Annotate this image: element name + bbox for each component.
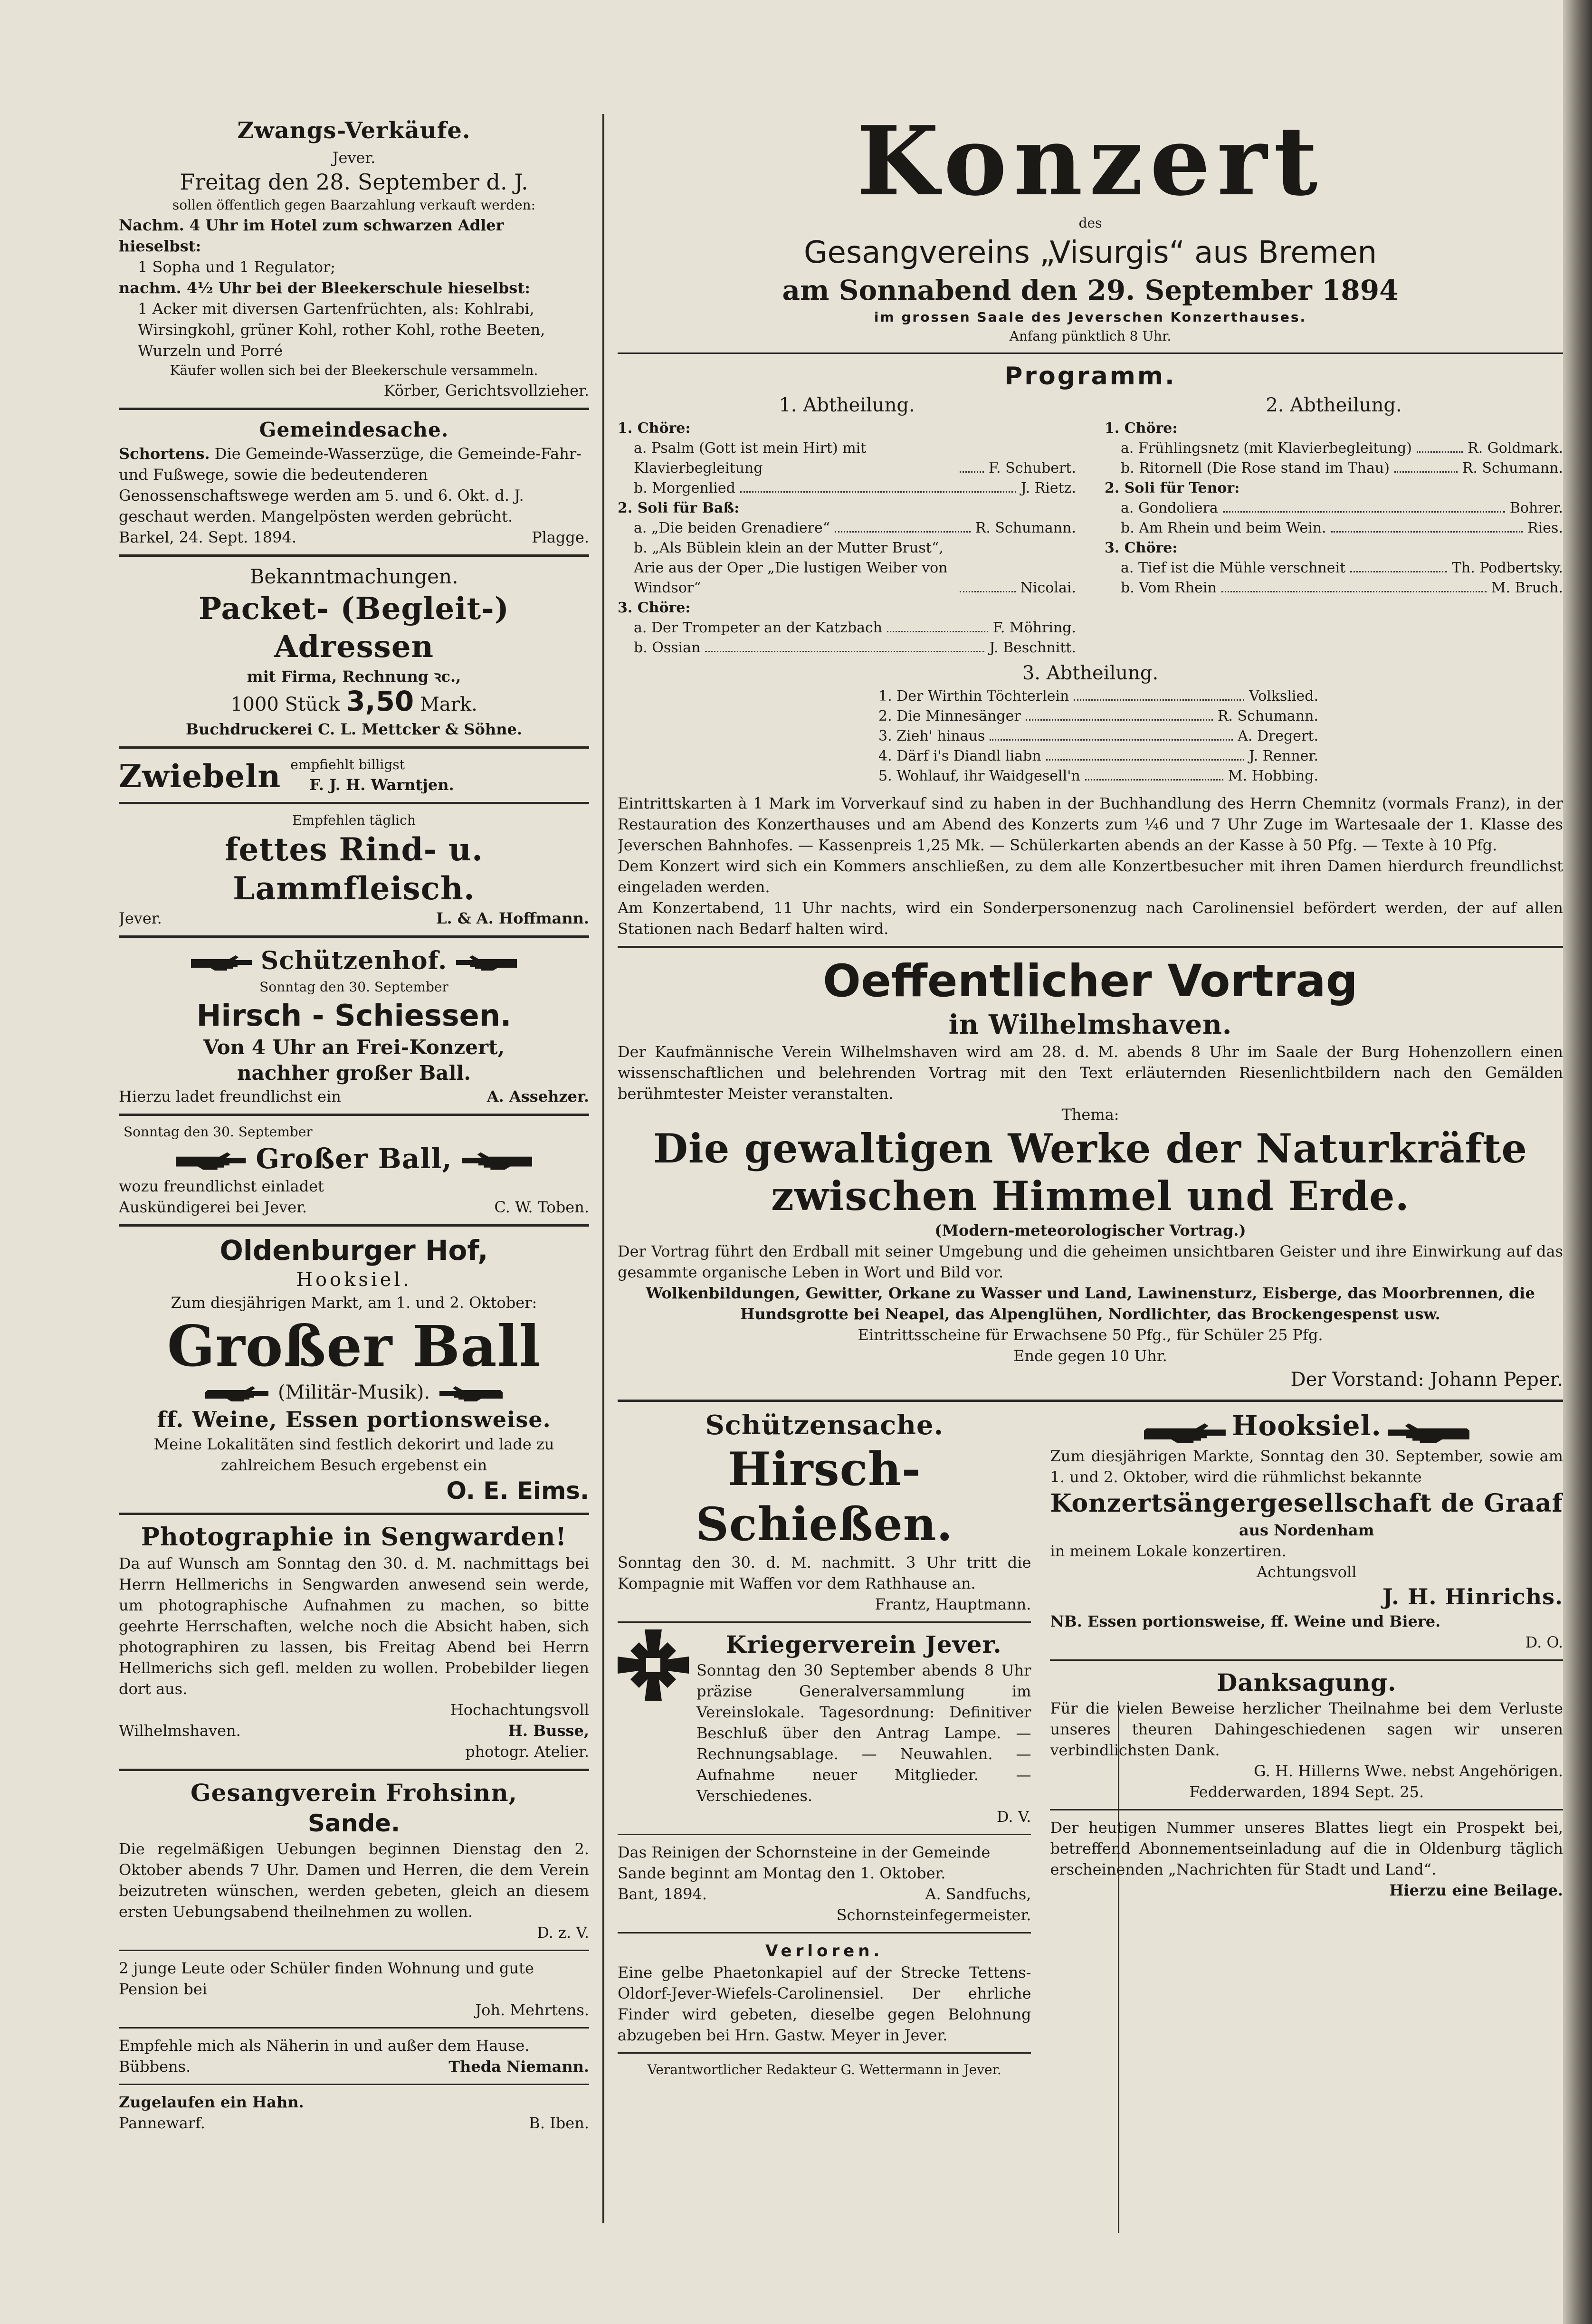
vortrag-sub: (Modern-meteorologischer Vortrag.)	[934, 1221, 1246, 1239]
leader-dots	[1394, 458, 1458, 473]
dank-text: Für die vielen Beweise herzlicher Theilnahme bei dem Verluste unseres theuren Dahingeschiedenen sagen wir unseren verbindlichsten Dank.	[1050, 1699, 1563, 1759]
leader-dots	[887, 618, 988, 632]
leader-dots	[990, 726, 1233, 741]
page-edge-shadow	[1563, 0, 1592, 2324]
programm-item-title: b. Vom Rhein	[1121, 580, 1217, 596]
programm-item	[618, 538, 1076, 598]
programm-item	[862, 706, 1318, 726]
pointing-hand-right-icon	[191, 953, 253, 972]
programm-item	[1105, 438, 1563, 458]
programm-item-composer: J. Rietz.	[1020, 480, 1076, 496]
hooksiel-title: Hooksiel.	[1231, 1410, 1382, 1442]
programm-item-composer: J. Beschnitt.	[989, 639, 1076, 656]
footer-editor: Verantwortlicher Redakteur G. Wettermann in Jever.	[647, 2062, 1001, 2077]
divider	[1050, 1659, 1563, 1661]
zwiebeln-line1: empfiehlt billigst	[290, 757, 405, 772]
krieger-sign: D. V.	[996, 1808, 1031, 1826]
programm-item	[618, 598, 1076, 618]
programm-item	[862, 766, 1318, 786]
programm-item-title: 2. Soli für Baß:	[618, 500, 740, 516]
hooksiel-nb: NB. Essen portionsweise, ff. Weine und Biere.	[1050, 1612, 1441, 1630]
vortrag-text: Der Vortrag führt den Erdball mit seiner Umgebung und die geheimen unsichtbaren Geister und ihre Einwirkung auf das gesammte organische Leben in Wort und Bild vor.	[618, 1242, 1563, 1281]
frohsinn-place: Sande.	[307, 1810, 400, 1837]
pointing-hand-right-icon	[1144, 1421, 1230, 1446]
grosserball-date: Sonntag den 30. September	[124, 1124, 313, 1140]
programm-item-composer: R. Schumann.	[1217, 708, 1318, 724]
divider	[119, 802, 589, 804]
divider	[618, 1932, 1031, 1933]
zwangs-b-head: nachm. 4½ Uhr bei der Bleekerschule hieselbst:	[119, 279, 530, 297]
leader-dots	[960, 438, 984, 473]
schuetzensache-text: Sonntag den 30. d. M. nachmitt. 3 Uhr tritt die Kompagnie mit Waffen vor dem Rathhause an.	[618, 1553, 1031, 1592]
programm-item-title: a. Tief ist die Mühle verschneit	[1121, 560, 1346, 576]
bottom-right-area	[618, 1409, 1563, 2079]
vortrag-sign: Der Vorstand: Johann Peper.	[1290, 1369, 1563, 1391]
zwangs-meet: Käufer wollen sich bei der Bleekerschule versammeln.	[170, 362, 538, 378]
programm-item-composer: Volkslied.	[1249, 688, 1318, 705]
schuetzenhof-invite: Hierzu ladet freundlichst ein	[119, 1087, 341, 1105]
programm-item-composer: A. Dregert.	[1238, 728, 1318, 744]
vortrag-place: in Wilhelmshaven.	[948, 1009, 1232, 1040]
konzert-start: Anfang pünktlich 8 Uhr.	[1009, 328, 1172, 344]
oldenburger-title: Oldenburger Hof,	[219, 1234, 488, 1267]
programm-item-title: 5. Wohlauf, ihr Waidgesell'n	[878, 768, 1080, 784]
divider	[119, 935, 589, 938]
konzert-venue: im grossen Saale des Jeverschen Konzerthauses.	[874, 309, 1307, 325]
hooksiel-regards: Achtungsvoll	[1257, 1562, 1357, 1581]
dank-title: Danksagung.	[1217, 1668, 1397, 1696]
konzert-kommers: Dem Konzert wird sich ein Kommers anschließen, zu dem alle Konzertbesucher mit ihren Damen hierdurch freundlichst eingeladen werden.	[618, 857, 1563, 896]
programm-item-title: b. Morgenlied	[634, 480, 735, 496]
programm-item	[1105, 578, 1563, 598]
gemeinde-section	[119, 417, 589, 548]
programm-item-title: 3. Chöre:	[1105, 540, 1178, 556]
oldenburger-text: Meine Lokalitäten sind festlich dekorirt und lade zu zahlreichem Besuch ergebenst ein	[153, 1435, 554, 1474]
divider	[119, 2084, 589, 2085]
packet-firma: mit Firma, Rechnung ꝛc.,	[247, 667, 461, 686]
divider	[618, 946, 1563, 948]
programm-item-title: 3. Chöre:	[618, 600, 691, 616]
programm-part3-list	[862, 686, 1318, 786]
dank-section	[1050, 1667, 1563, 1802]
iron-cross-icon	[618, 1629, 689, 1701]
hooksiel-text2: in meinem Lokale konzertiren.	[1050, 1542, 1287, 1560]
grosserball-from: Auskündigerei bei Jever.	[119, 1198, 307, 1216]
divider	[618, 2052, 1031, 2054]
zwangs-intro: sollen öffentlich gegen Baarzahlung verkauft werden:	[172, 197, 536, 213]
programm-columns	[618, 392, 1563, 658]
hahn-sign: B. Iben.	[529, 2114, 589, 2132]
programm-item-title: a. „Die beiden Grenadiere“	[634, 520, 830, 536]
konzert-verein: Gesangvereins „Visurgis“ aus Bremen	[803, 235, 1377, 270]
divider	[119, 1114, 589, 1116]
schuetzenhof-section	[119, 944, 589, 1107]
programm-item	[1105, 558, 1563, 578]
oldenburger-music: (Militär-Musik).	[277, 1381, 430, 1403]
programm-item-title: a. Psalm (Gott ist mein Hirt) mit Klavierbegleitung	[634, 440, 867, 476]
programm-item	[618, 478, 1076, 498]
right-column	[618, 109, 1563, 2238]
schuetzenhof-concert: Von 4 Uhr an Frei-Konzert,	[203, 1036, 505, 1059]
leader-dots	[1046, 746, 1244, 761]
divider	[119, 1513, 589, 1515]
photo-place: Wilhelmshaven.	[119, 1722, 241, 1740]
schuetzensache-title: Schützensache.	[705, 1410, 944, 1441]
programm-item-composer: Ries.	[1527, 520, 1563, 536]
verloren-text: Eine gelbe Phaetonkapiel auf der Strecke Tettens-Oldorf-Jever-Wiefels-Carolinensiel. Der ehrliche Finder wird gebeten, dieselbe gegen Belohnung abzugeben bei Hrn. Gastw. Meyer in Jever.	[618, 1963, 1031, 2044]
fleisch-sign: L. & A. Hoffmann.	[436, 909, 589, 927]
krieger-section	[618, 1629, 1031, 1827]
zwiebeln-section	[119, 755, 589, 795]
schuetzenhof-sign: A. Assehzer.	[486, 1087, 589, 1105]
leader-dots	[705, 638, 984, 652]
vortrag-topic1: Die gewaltigen Werke der Naturkräfte	[653, 1125, 1527, 1172]
price-value: 3,50	[346, 685, 414, 717]
vortrag-end: Ende gegen 10 Uhr.	[1013, 1347, 1167, 1365]
naeherin-sign: Theda Niemann.	[448, 2057, 589, 2076]
bekannt-title: Bekanntmachungen.	[249, 565, 458, 588]
zwangs-a-head: Nachm. 4 Uhr im Hotel zum schwarzen Adler hieselbst:	[119, 216, 504, 255]
vortrag-section	[618, 955, 1563, 1393]
programm-item-title: 1. Chöre:	[618, 420, 691, 437]
programm-item	[1105, 518, 1563, 538]
printer-name: Buchdruckerei C. L. Mettcker & Söhne.	[186, 720, 522, 738]
fleisch-section	[119, 811, 589, 929]
divider	[1050, 1809, 1563, 1810]
frohsinn-title: Gesangverein Frohsinn,	[190, 1779, 518, 1807]
programm-item-title: b. „Als Büblein klein an der Mutter Brust“, Arie aus der Oper „Die lustigen Weiber von Windsor“	[634, 540, 948, 596]
wohnung-section	[119, 1958, 589, 2020]
programm-item-title: b. Ritornell (Die Rose stand im Thau)	[1121, 460, 1390, 476]
schorn-section	[618, 1842, 1031, 1925]
programm-item-title: 1. Chöre:	[1105, 420, 1178, 437]
divider	[119, 1769, 589, 1771]
programm-item-title: 2. Soli für Tenor:	[1105, 480, 1240, 496]
leader-dots	[1026, 706, 1213, 721]
zwangs-section	[119, 114, 589, 401]
leader-dots	[1074, 686, 1244, 701]
fleisch-intro: Empfehlen täglich	[292, 812, 416, 828]
hooksiel-nb-sign: D. O.	[1525, 1633, 1563, 1651]
programm-item-composer: Th. Podbertsky.	[1451, 560, 1563, 576]
programm-item-composer: F. Möhring.	[992, 619, 1076, 636]
konzert-tickets: Eintrittskarten à 1 Mark im Vorverkauf sind zu haben in der Buchhandlung des Herrn Chemnitz (vormals Franz), in der Restauration des Konzerthauses und am Abend des Konzerts zum ¼6 und 7 Uhr Zuge im Wartesaale der 1. Klasse des Jeverschen Bahnhofes. — Kassenpreis 1,25 Mk. — Schülerkarten abends an der Kasse à 50 Pfg. — Texte à 10 Pfg.	[618, 794, 1563, 854]
divider	[618, 1400, 1563, 1402]
programm-item-composer: R. Goldmark.	[1468, 440, 1563, 457]
left-column	[119, 109, 589, 2238]
konzert-title: Konzert	[856, 109, 1325, 217]
divider	[618, 1834, 1031, 1835]
konzert-date: am Sonnabend den 29. September 1894	[782, 274, 1399, 306]
programm-part2-list	[1105, 419, 1563, 598]
leader-dots	[960, 538, 1016, 592]
leader-dots	[740, 478, 1016, 493]
pointing-hand-left-icon	[455, 953, 517, 972]
programm-item	[862, 746, 1318, 766]
schuetzensache-section	[618, 1409, 1031, 1615]
hooksiel-from: aus Nordenham	[1239, 1521, 1374, 1539]
hahn-place: Pannewarf.	[119, 2114, 205, 2132]
leader-dots	[1221, 578, 1487, 592]
hahn-section	[119, 2092, 589, 2134]
bottom-right-left	[618, 1409, 1031, 2079]
fleisch-title: fettes Rind- u. Lammfleisch.	[225, 831, 483, 907]
programm-item-composer: M. Hobbing.	[1228, 768, 1318, 784]
programm-item	[1105, 538, 1563, 558]
grosserball-section	[119, 1123, 589, 1218]
schuetzensache-sign: Frantz, Hauptmann.	[875, 1595, 1031, 1613]
beilage-note: Hierzu eine Beilage.	[1389, 1881, 1563, 1899]
pointing-hand-left-icon	[436, 1384, 503, 1403]
wohnung-sign: Joh. Mehrtens.	[475, 2001, 589, 2019]
zwiebeln-title: Zwiebeln	[119, 758, 281, 795]
programm-item-composer: R. Schumann.	[1462, 460, 1563, 476]
photo-sign: H. Busse,	[508, 1722, 589, 1740]
programm-heading: Programm.	[1004, 362, 1176, 391]
hahn-text: Zugelaufen ein Hahn.	[119, 2093, 304, 2111]
konzert-des: des	[1078, 215, 1102, 231]
divider	[119, 2027, 589, 2029]
frohsinn-sign: D. z. V.	[537, 1924, 589, 1942]
divider	[119, 746, 589, 749]
programm-item-title: a. Frühlingsnetz (mit Klavierbegleitung)	[1121, 440, 1412, 457]
vortrag-prices: Eintrittsscheine für Erwachsene 50 Pfg., für Schüler 25 Pfg.	[858, 1326, 1323, 1344]
programm-item	[618, 638, 1076, 658]
grosserball-invite: wozu freundlichst einladet	[119, 1177, 324, 1195]
price-pre: 1000 Stück	[230, 694, 340, 715]
programm-part1	[618, 392, 1076, 658]
grosserball-sign: C. W. Toben.	[494, 1198, 589, 1216]
pointing-hand-right-icon	[176, 1150, 247, 1172]
programm-item-composer: M. Bruch.	[1491, 580, 1563, 596]
programm-item	[1105, 478, 1563, 498]
vortrag-list: Wolkenbildungen, Gewitter, Orkane zu Wasser und Land, Lawinensturz, Eisberge, das Moorbrennen, die Hundsgrotte bei Neapel, das Alpenglühen, Nordlichter, das Brockengespenst usw.	[646, 1284, 1535, 1323]
hooksiel-troupe: Konzertsängergesellschaft de Graaf	[1050, 1488, 1563, 1518]
naeherin-section	[119, 2035, 589, 2077]
schuetzenhof-title: Schützenhof.	[260, 946, 448, 975]
divider	[618, 352, 1563, 354]
programm-item-composer: F. Schubert.	[988, 460, 1076, 476]
programm-item	[618, 438, 1076, 478]
leader-dots	[1085, 766, 1223, 781]
abt1-heading: 1. Abtheilung.	[779, 394, 915, 416]
pointing-hand-left-icon	[1384, 1421, 1469, 1446]
schorn-place: Bant, 1894.	[618, 1885, 707, 1903]
frohsinn-section	[119, 1778, 589, 1943]
price-post: Mark.	[420, 694, 477, 715]
divider	[618, 1621, 1031, 1623]
konzert-zug: Am Konzertabend, 11 Uhr nachts, wird ein Sonderpersonenzug nach Carolinensiel befördert werden, der auf allen Stationen nach Bedarf halten wird.	[618, 899, 1563, 938]
leader-dots	[835, 518, 971, 533]
oldenburger-place: Hooksiel.	[296, 1269, 412, 1291]
leader-dots	[1350, 558, 1447, 572]
photo-section	[119, 1522, 589, 1762]
packet-heading: Packet- (Begleit-) Adressen	[199, 591, 509, 665]
oldenburger-sign: O. E. Eims.	[446, 1477, 589, 1505]
programm-item	[862, 686, 1318, 706]
divider	[119, 1224, 589, 1227]
divider	[119, 1950, 589, 1951]
programm-item-title: b. Ossian	[634, 639, 701, 656]
photo-text: Da auf Wunsch am Sonntag den 30. d. M. nachmittags bei Herrn Hellmerichs in Sengwarden anwesend sein werde, um photographische Aufnahmen zu machen, so bitte geehrte Herrschaften, welche noch die Absicht haben, sich photographiren zu lassen, bis Freitag Abend bei Herrn Hellmerichs sich gefl. melden zu wollen. Probebilder liegen dort aus.	[119, 1554, 589, 1698]
programm-item-title: 4. Därf i's Diandl liabn	[878, 748, 1041, 764]
gemeinde-sign: Plagge.	[532, 528, 589, 546]
hooksiel-section	[1050, 1409, 1563, 1653]
hooksiel-sign: J. H. Hinrichs.	[1382, 1583, 1563, 1610]
programm-item	[618, 419, 1076, 438]
zwangs-b-items: 1 Acker mit diversen Gartenfrüchten, als: Kohlrabi, Wirsingkohl, grüner Kohl, rother Kohl, rothe Beeten, Wurzeln und Porré	[138, 300, 545, 360]
hooksiel-text1: Zum diesjährigen Markte, Sonntag den 30. September, sowie am 1. und 2. Oktober, wird die rühmlichst bekannte	[1050, 1447, 1563, 1486]
oldenburger-section	[119, 1233, 589, 1506]
programm-item-composer: R. Schumann.	[975, 520, 1076, 536]
programm-item-title: 1. Der Wirthin Töchterlein	[878, 688, 1069, 705]
programm-item-composer: Bohrer.	[1509, 500, 1563, 516]
oldenburger-event: Großer Ball	[167, 1313, 541, 1379]
zwangs-sign: Körber, Gerichtsvollzieher.	[383, 381, 589, 400]
programm-item-title: a. Gondoliera	[1121, 500, 1218, 516]
vortrag-title: Oeffentlicher Vortrag	[823, 955, 1358, 1007]
schuetzensache-event: Hirsch-Schießen.	[696, 1442, 953, 1551]
programm-item-title: a. Der Trompeter an der Katzbach	[634, 619, 883, 636]
programm-item	[1105, 419, 1563, 438]
zwiebeln-line2: F. J. H. Warntjen.	[309, 776, 454, 794]
programm-item-title: 2. Die Minnesänger	[878, 708, 1021, 724]
programm-item-title: b. Am Rhein und beim Wein.	[1121, 520, 1326, 536]
schuetzenhof-event: Hirsch - Schiessen.	[196, 998, 512, 1033]
schorn-sign2: Schornsteinfegermeister.	[836, 1906, 1031, 1924]
programm-item	[618, 498, 1076, 518]
divider	[119, 554, 589, 557]
programm-item-title: 3. Zieh' hinaus	[878, 728, 985, 744]
gemeinde-text-lead: Schortens.	[119, 445, 210, 463]
fleisch-place: Jever.	[119, 909, 162, 927]
krieger-title: Kriegerverein Jever.	[725, 1630, 1002, 1658]
naeherin-place: Bübbens.	[119, 2057, 191, 2076]
oldenburger-occasion: Zum diesjährigen Markt, am 1. und 2. Oktober:	[171, 1294, 537, 1312]
bekanntmachungen-section	[119, 563, 589, 740]
zwangs-a-items: 1 Sopha und 1 Regulator;	[138, 258, 336, 276]
konzert-section	[618, 109, 1563, 939]
beilage-section	[1050, 1817, 1563, 1901]
programm-item	[1105, 458, 1563, 478]
zwangs-title: Zwangs-Verkäufe.	[237, 117, 471, 144]
pointing-hand-left-icon	[461, 1150, 532, 1172]
naeherin-text: Empfehle mich als Näherin in und außer dem Hause.	[119, 2037, 530, 2055]
gemeinde-place-date: Barkel, 24. Sept. 1894.	[119, 528, 297, 546]
leader-dots	[1223, 498, 1505, 513]
verloren-section	[618, 1940, 1031, 2046]
vortrag-thema: Thema:	[1061, 1105, 1119, 1124]
programm-item	[862, 726, 1318, 746]
grosserball-title: Großer Ball,	[256, 1143, 452, 1175]
photo-sign2: photogr. Atelier.	[465, 1743, 589, 1761]
vortrag-intro: Der Kaufmännische Verein Wilhelmshaven wird am 28. d. M. abends 8 Uhr im Saale der Burg Hohenzollern einen wissenschaftlichen und belehrenden Vortrag mit den Text erläuternden Riesenlichtbildern nach den Gemälden berühmtester Meister veranstalten.	[618, 1043, 1563, 1103]
dank-place: Fedderwarden, 1894 Sept. 25.	[1189, 1782, 1424, 1801]
verloren-title: Verloren.	[765, 1942, 884, 1961]
schorn-sign: A. Sandfuchs,	[925, 1885, 1031, 1903]
frohsinn-text: Die regelmäßigen Uebungen beginnen Dienstag den 2. Oktober abends 7 Uhr. Damen und Herren, die dem Verein beizutreten wünschen, werden gebeten, gleich an diesem ersten Uebungsabend theilnehmen zu wollen.	[119, 1840, 589, 1921]
schuetzenhof-date: Sonntag den 30. September	[259, 979, 448, 995]
gemeinde-title: Gemeindesache.	[259, 418, 449, 441]
programm-part2	[1105, 392, 1563, 658]
leader-dots	[1331, 518, 1523, 533]
zwangs-place: Jever.	[332, 149, 376, 167]
schorn-text: Das Reinigen der Schornsteine in der Gemeinde Sande beginnt am Montag den 1. Oktober.	[618, 1843, 991, 1882]
wohnung-text: 2 junge Leute oder Schüler finden Wohnung und gute Pension bei	[119, 1959, 534, 1998]
krieger-text: Sonntag den 30 September abends 8 Uhr präzise Generalversammlung im Vereinslokale. Tagesordnung: Definitiver Beschluß über den Antrag Lampe. — Rechnungsablage. — Neuwahlen. — Aufnahme neuer Mitglieder. — Verschiedenes.	[696, 1661, 1031, 1805]
programm-item	[618, 618, 1076, 638]
abt3-heading: 3. Abtheilung.	[1022, 662, 1159, 684]
gemeinde-text: Die Gemeinde-Wasserzüge, die Gemeinde-Fahr- und Fußwege, sowie die bedeutenderen Genossenschaftswege werden am 5. und 6. Okt. d. J. geschaut werden. Mangelpösten werden gebrücht.	[119, 445, 582, 525]
abt2-heading: 2. Abtheilung.	[1266, 394, 1402, 416]
vortrag-topic2: zwischen Himmel und Erde.	[771, 1172, 1410, 1219]
schuetzenhof-ball: nachher großer Ball.	[237, 1061, 471, 1085]
leader-dots	[1417, 438, 1463, 453]
photo-title: Photographie in Sengwarden!	[141, 1523, 567, 1552]
programm-item	[618, 518, 1076, 538]
beilage-text: Der heutigen Nummer unseres Blattes liegt ein Prospekt bei, betreffend Abonnementseinladung auf die in Oldenburg täglich erscheinenden „Nachrichten für Stadt und Land“.	[1050, 1818, 1563, 1878]
programm-item-composer: Nicolai.	[1020, 580, 1076, 596]
programm-item-composer: J. Renner.	[1249, 748, 1318, 764]
dank-sign: G. H. Hillerns Wwe. nebst Angehörigen.	[1254, 1762, 1563, 1780]
programm-item	[1105, 498, 1563, 518]
zwangs-date: Freitag den 28. September d. J.	[180, 169, 528, 195]
programm-part1-list	[618, 419, 1076, 658]
bottom-right-right	[1050, 1409, 1563, 2079]
oldenburger-offer: ff. Weine, Essen portionsweise.	[157, 1407, 551, 1432]
column-divider	[602, 114, 604, 2223]
divider	[119, 408, 589, 410]
pointing-hand-right-icon	[205, 1384, 272, 1403]
photo-regards: Hochachtungsvoll	[450, 1701, 589, 1719]
